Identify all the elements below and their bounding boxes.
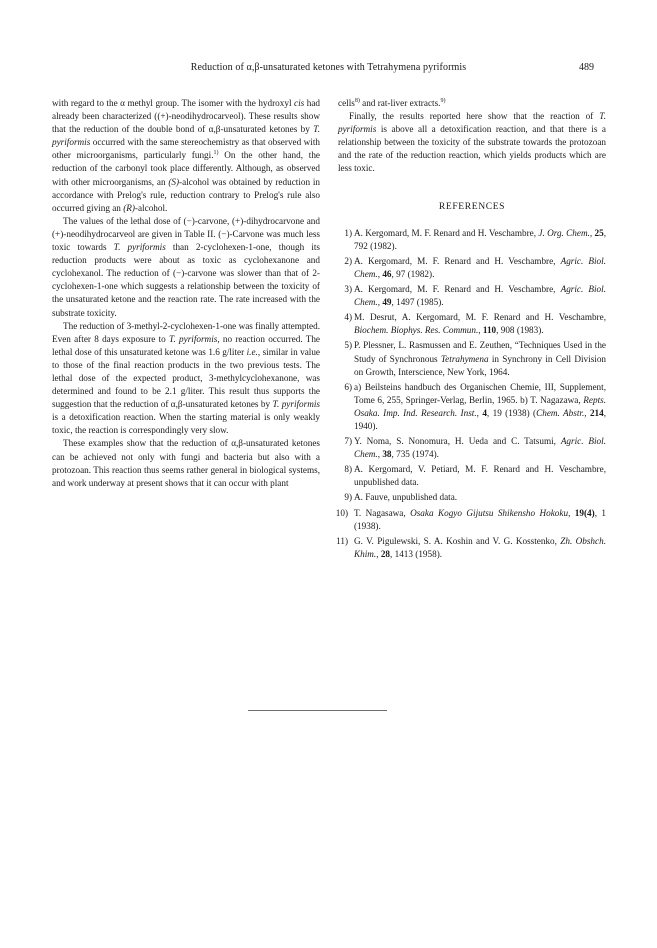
paragraph: These examples show that the reduction of α,β-unsaturated ketones can be achieved not only with fungi and bacteria but also with a protozoan. This reaction thus seems rather general in biological systems, and work underway at present shows that it can occur with plant — [52, 438, 320, 488]
reference-number: 2) — [344, 255, 352, 266]
reference-item — [338, 463, 606, 489]
reference-item — [338, 311, 606, 337]
reference-text: Y. Noma, S. Nonomura, H. Ueda and C. Tatsumi, Agric. Biol. Chem., 38, 735 (1974). — [354, 436, 606, 460]
reference-item — [338, 255, 606, 281]
reference-item — [338, 381, 606, 433]
reference-number: 7) — [344, 436, 352, 447]
reference-number: 1) — [344, 227, 352, 238]
paragraph: with regard to the α methyl group. The isomer with the hydroxyl cis had already been characterized ((+)-neodihydrocarveol). These results show that the reduction of the double bond of α,β-unsaturated ketones by T. pyriformis occurred with the same stereochemistry as that observed with other microorganisms, particularly fungi.$^{1)}$ On the other hand, the reduction of the carbonyl took place differently. Although, as observed with other microorganisms, an (S)-alcohol was obtained by reduction in accordance with Prelog's rule, reduction contrary to Prelog's rule also occurred giving an (R)-alcohol. — [52, 98, 320, 213]
paragraph: The values of the lethal dose of (−)-carvone, (+)-dihydrocarvone and (+)-neodihydrocarveol are given in Table II. (−)-Carvone was much less toxic towards T. pyriformis than 2-cyclohexen-1-one, though its reduction products were about as toxic as cyclohexanone and cyclohexanol. The reduction of (−)-carvone was slower than that of 2-cyclohexen-1-one which suggests a relationship between the toxicity of the unsaturated ketone and the reaction rate. The rate increased with the substrate toxicity. — [52, 215, 320, 318]
reference-item — [338, 535, 606, 561]
reference-item — [338, 283, 606, 309]
reference-number: 4) — [344, 312, 352, 323]
reference-text: A. Kergomard, M. F. Renard and H. Veschambre, Agric. Biol. Chem., 49, 1497 (1985). — [354, 284, 606, 308]
references-heading: REFERENCES — [438, 200, 506, 212]
reference-text: M. Desrut, A. Kergomard, M. F. Renard and H. Veschambre, Biochem. Biophys. Res. Commun., 110, 908 (1983). — [354, 312, 606, 336]
reference-text: A. Kergomard, V. Petiard, M. F. Renard and H. Veschambre, unpublished data. — [354, 464, 606, 488]
reference-text: P. Plessner, L. Rasmussen and E. Zeuthen, “Techniques Used in the Study of Synchronous Tetrahymena in Synchrony in Cell Division on Growth, Interscience, New York, 1964. — [354, 340, 607, 377]
reference-number: 3) — [344, 284, 352, 295]
paragraph: cells$^{8)}$ and rat-liver extracts.$^{9)}$ — [338, 97, 446, 108]
reference-text: A. Fauve, unpublished data. — [354, 492, 458, 503]
reference-number: 5) — [344, 340, 352, 351]
reference-item — [338, 491, 606, 504]
paragraph: The reduction of 3-methyl-2-cyclohexen-1-one was finally attempted. Even after 8 days exposure to T. pyriformis, no reaction occurred. The lethal dose of this unsaturated ketone was 1.6 g/liter i.e., similar in value to those of the final reaction products in the two previous tests. The lethal dose of the expected product, 3-methylcyclohexanone, was determined and found to be 2.1 g/liter. This result thus supports the suggestion that the reduction of α,β-unsaturated ketones by T. pyriformis is a detoxification reaction. When the starting material is only weakly toxic, the reaction is correspondingly very slow. — [52, 320, 321, 436]
paragraph: Finally, the results reported here show that the reaction of T. pyriformis is above all a detoxification reaction, and that there is a relationship between the toxicity of the substrate towards the protozoan and the rate of the reduction reaction, which yields products which are less toxic. — [338, 111, 606, 174]
reference-number: 8) — [344, 464, 352, 475]
reference-text: A. Kergomard, M. F. Renard and H. Veschambre, J. Org. Chem., 25, 792 (1982). — [354, 227, 606, 251]
page-number: 489 — [579, 62, 594, 73]
left-column — [52, 97, 320, 490]
end-of-article-rule — [248, 710, 387, 711]
reference-number: 9) — [344, 492, 352, 503]
reference-number: 6) — [344, 381, 352, 392]
reference-number: 10) — [335, 507, 348, 518]
reference-list — [335, 227, 607, 561]
right-column — [335, 97, 607, 563]
reference-text: T. Nagasawa, Osaka Kogyo Gijutsu Shikensho Hokoku, 19(4), 1 (1938). — [354, 507, 607, 531]
reference-text: G. V. Pigulewski, S. A. Koshin and V. G. Kosstenko, Zh. Obshch. Khim., 28, 1413 (1958). — [354, 535, 606, 559]
reference-item — [335, 507, 607, 533]
reference-item — [338, 227, 606, 253]
reference-text: A. Kergomard, M. F. Renard and H. Veschambre, Agric. Biol. Chem., 46, 97 (1982). — [354, 255, 606, 279]
reference-text: a) Beilsteins handbuch des Organischen Chemie, III, Supplement, Tome 6, 255, Springer-Verlag, Berlin, 1965. b) T. Nagazawa, Repts. Osaka. Imp. Ind. Research. Inst., 4, 19 (1938) (Chem. Abstr., 214, 1940). — [354, 381, 607, 431]
reference-number: 11) — [336, 535, 348, 546]
reference-item — [338, 339, 606, 378]
running-title: Reduction of α,β-unsaturated ketones with Tetrahymena pyriformis — [190, 62, 467, 73]
reference-item — [338, 435, 606, 461]
